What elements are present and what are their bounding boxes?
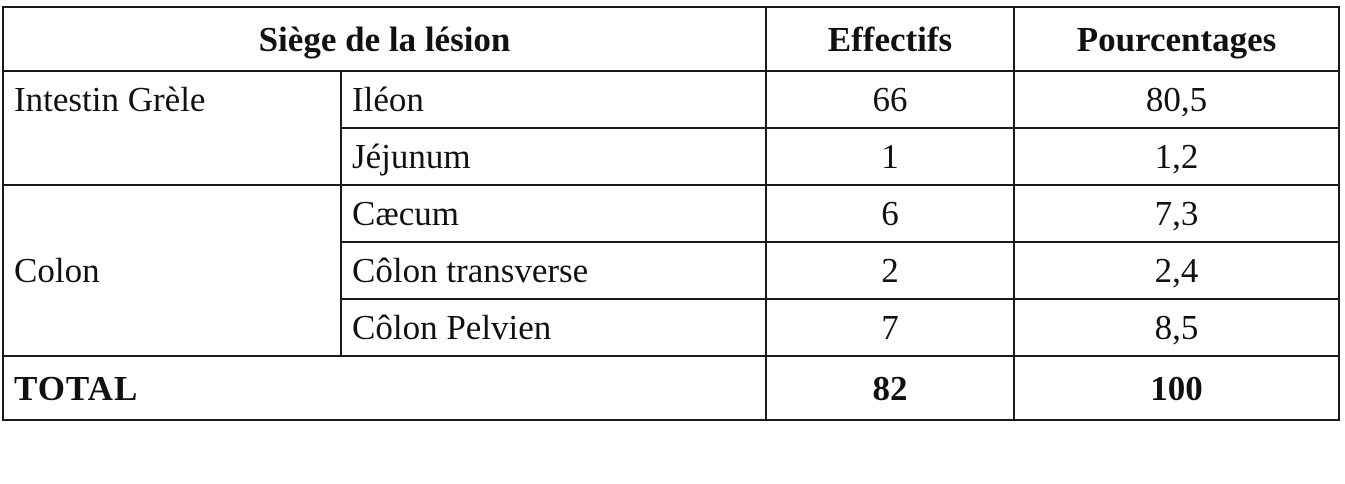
total-label: TOTAL: [3, 356, 766, 420]
count-cell: 7: [766, 299, 1014, 356]
total-count: 82: [766, 356, 1014, 420]
count-cell: 1: [766, 128, 1014, 185]
header-row: [3, 7, 1339, 71]
count-cell: 6: [766, 185, 1014, 242]
site-cell: Cæcum: [341, 185, 766, 242]
group-label-intestin-grele: Intestin Grèle: [3, 71, 341, 185]
table-row: [3, 71, 1339, 128]
total-percent: 100: [1014, 356, 1339, 420]
site-cell: Iléon: [341, 71, 766, 128]
count-cell: 66: [766, 71, 1014, 128]
site-cell: Jéjunum: [341, 128, 766, 185]
lesion-site-table: [2, 6, 1340, 421]
site-cell: Côlon transverse: [341, 242, 766, 299]
percent-cell: 7,3: [1014, 185, 1339, 242]
header-site: Siège de la lésion: [3, 7, 766, 71]
count-cell: 2: [766, 242, 1014, 299]
percent-cell: 2,4: [1014, 242, 1339, 299]
group-label-colon: Colon: [3, 185, 341, 356]
total-row: [3, 356, 1339, 420]
percent-cell: 80,5: [1014, 71, 1339, 128]
header-count: Effectifs: [766, 7, 1014, 71]
table-row: [3, 185, 1339, 242]
percent-cell: 8,5: [1014, 299, 1339, 356]
percent-cell: 1,2: [1014, 128, 1339, 185]
header-percent: Pourcentages: [1014, 7, 1339, 71]
site-cell: Côlon Pelvien: [341, 299, 766, 356]
